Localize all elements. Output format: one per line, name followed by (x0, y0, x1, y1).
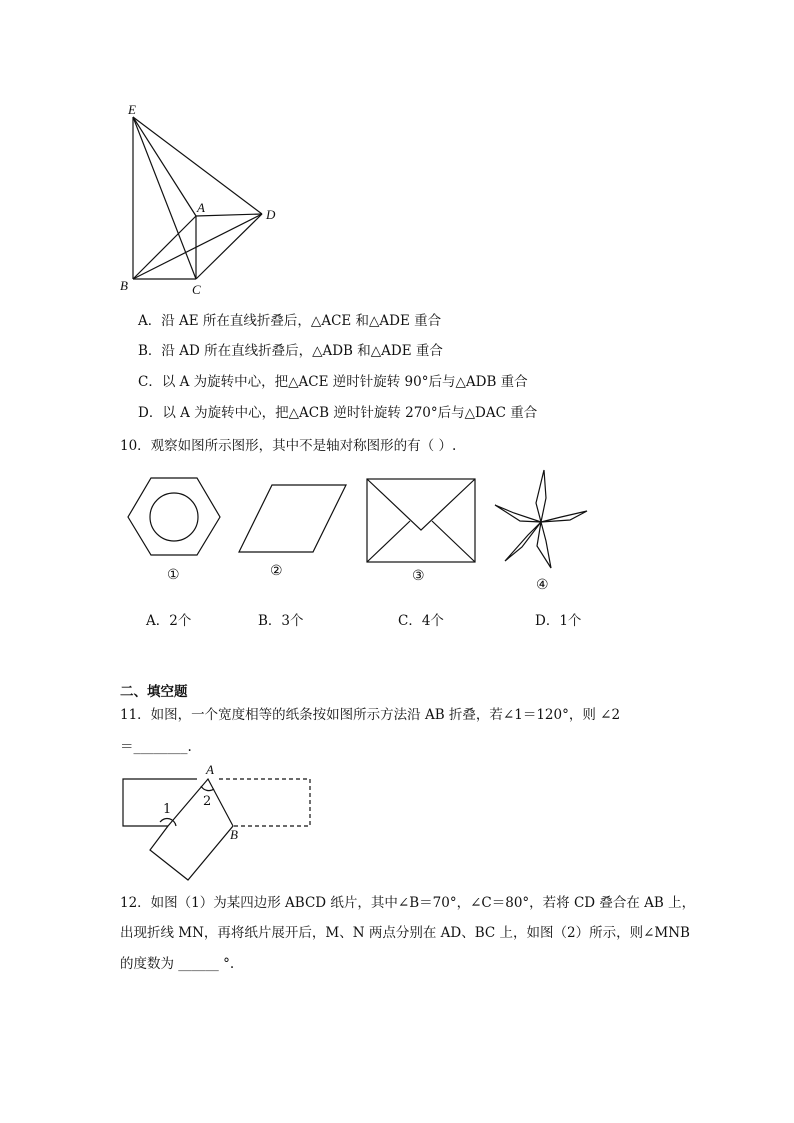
fig-label-2: ② (270, 563, 283, 579)
q10-option-c: C．4个 (398, 613, 444, 629)
fig-label-1: ① (167, 567, 180, 583)
q9-option-d: D．以 A 为旋转中心，把△ACB 逆时针旋转 270°后与△DAC 重合 (138, 405, 538, 421)
q9-option-b: B．沿 AD 所在直线折叠后，△ADB 和△ADE 重合 (138, 343, 443, 359)
fig-label-3: ③ (412, 568, 425, 584)
q10-option-d: D．1个 (535, 613, 582, 629)
q9-option-a: A．沿 AE 所在直线折叠后，△ACE 和△ADE 重合 (138, 313, 442, 329)
q11-label-1: 1 (163, 802, 172, 817)
strip-left (123, 779, 197, 826)
q10-option-a: A．2个 (146, 613, 192, 629)
q11-label-2: 2 (203, 794, 212, 809)
q11-label-A: A (206, 762, 214, 777)
fig9-label-D: D (266, 207, 276, 222)
folded-part (150, 779, 233, 880)
q11-label-B: B (230, 827, 238, 842)
fig9-label-C: C (192, 282, 201, 297)
q11-answer-blank: ＝________. (120, 739, 192, 755)
q12-line-2: 出现折线 MN，再将纸片展开后，M、N 两点分别在 AD、BC 上，如图（2）所示，则∠MNB (120, 925, 690, 941)
fig9-label-A: A (197, 200, 205, 215)
strip-dashed (219, 779, 310, 826)
fig-label-4: ④ (536, 577, 549, 593)
fig9-label-B: B (120, 278, 128, 293)
q9-option-c: C．以 A 为旋转中心，把△ACE 逆时针旋转 90°后与△ADB 重合 (138, 374, 528, 390)
q12-line-1: 12．如图（1）为某四边形 ABCD 纸片，其中∠B＝70°，∠C＝80°，若将 CD 叠合在 AB 上， (120, 895, 696, 911)
fig9-label-E: E (128, 102, 136, 117)
q10-option-b: B．3个 (258, 613, 304, 629)
q11-stem: 11．如图，一个宽度相等的纸条按如图所示方法沿 AB 折叠，若∠1＝120°，则 ∠2 (120, 707, 621, 723)
section-title: 二、填空题 (120, 684, 188, 700)
q12-line-3: 的度数为 ______ °. (120, 956, 235, 972)
q10-stem: 10．观察如图所示图形，其中不是轴对称图形的有（ ）. (120, 438, 457, 454)
